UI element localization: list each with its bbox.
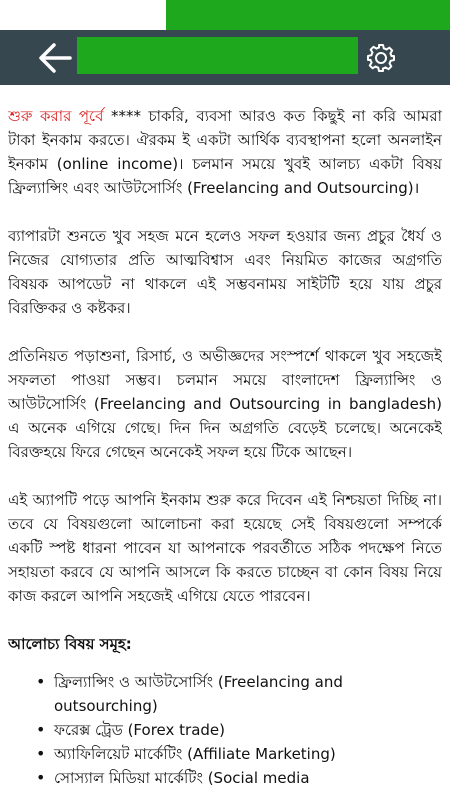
status-bar	[0, 0, 450, 30]
intro-highlight: শুরু করার পূর্বে	[8, 107, 104, 125]
paragraph-2: ব্যাপারটা শুনতে খুব সহজ মনে হলেও সফল হওয়ার জন্য প্রচুর ধৈর্য ও নিজের যোগ্যতার প্রতি আত্মবিশ্বাস এবং নিয়মিত কাজের অগ্রগতি বিষয়ক আপডেট না থাকলে এই সম্ভবনাময় সাইটটি হয়ে যায় প্রচুর বিরক্তিকর ও কষ্টকর।	[8, 227, 442, 317]
arrow-left-icon	[34, 40, 74, 76]
paragraph-4: এই অ্যাপটি পড়ে আপনি ইনকাম শুরু করে দিবেন এই নিশ্চয়তা দিচ্ছি না। তবে যে বিষয়গুলো আলোচনা করা হয়েছে সেই বিষয়গুলো সম্পর্কে একটি স্পষ্ট ধারনা পাবেন যা আপনাকে পরবর্তীতে সঠিক পদক্ষেপ নিতে সহায়তা করবে যে আপনি আসলে কি করতে চাচ্ছেন বা কোন বিষয় নিয়ে কাজ করলে আপনি সহজেই এগিয়ে যেতে পারবেন।	[8, 491, 442, 605]
paragraph-3: প্রতিনিয়ত পড়াশুনা, রিসার্চ, ও অভীজ্ঞদের সংস্পর্শে থাকলে খুব সহজেই সফলতা পাওয়া সম্ভব। চলমান সময়ে বাংলাদেশ ফ্রিল্যান্সিং ও আউটসোর্সিং (Freelancing and Outsourcing in bangladesh) এ অনেক এগিয়ে গেছে। দিন দিন অগ্রগতি বেড়েই চলেছে। অনেকেই বিরক্তহয়ে ফিরে গেছেন অনেকেই সফল হয়ে টিকে আছেন।	[8, 347, 442, 461]
settings-button[interactable]	[365, 42, 397, 74]
article-body	[8, 104, 442, 800]
intro-text: **** চাকরি, ব্যবসা আরও কত কিছুই না করি আমরা টাকা ইনকাম করতে। ঐরকম ই একটা আর্থিক ব্যবস্থাপনা হলো অনলাইন ইনকাম (online income)। চলমান সময়ে খুবই আলচ্য একটা বিষয় ফ্রিল্যান্সিং এবং আউটসোর্সিং (Freelancing and Outsourcing)।	[8, 107, 442, 197]
intro-paragraph	[8, 104, 442, 200]
topics-heading: আলোচ্য বিষয় সমূহ:	[8, 635, 132, 653]
topic-item: • ফ্রিল্যান্সিং ও আউটসোর্সিং (Freelancing and outsourching)	[36, 670, 442, 718]
status-bar-accent	[166, 0, 450, 30]
topic-item: • সোস্যাল মিডিয়া মার্কেটিং (Social media	[36, 766, 442, 790]
back-button[interactable]	[34, 40, 74, 76]
topic-item: • ফরেক্স ট্রেড (Forex trade)	[36, 718, 442, 742]
topic-item: • অ্যাফিলিয়েট মার্কেটিং (Affiliate Marketing)	[36, 742, 442, 766]
app-bar	[0, 30, 450, 85]
topics-list	[8, 670, 442, 790]
title-bar	[77, 37, 358, 74]
gear-icon	[365, 42, 397, 74]
